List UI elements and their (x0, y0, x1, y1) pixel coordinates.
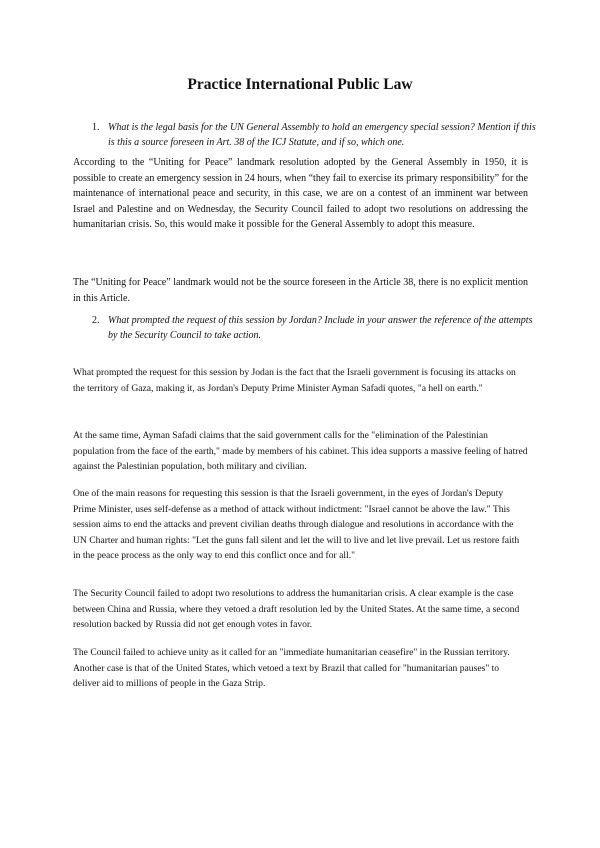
answer-paragraph-2: The “Uniting for Peace” landmark would not be the source foreseen in the Article 38, there is no explicit mention in this Article. (73, 277, 528, 304)
answer-paragraph-5: One of the main reasons for requesting this session is that the Israeli government, in the eyes of Jordan's Deputy Prime Minister, uses self-defense as a method of attack without indictment: "Israel cannot be above the law." This session aims to end the attacks and prevent civilian deaths through dialogue and resolutions in accordance with the UN Charter and human rights: "Let the guns fall silent and let the will to live and let live prevail. Let us restore faith in the peace process as the only way to end this conflict once and for all." (73, 488, 520, 561)
answer-paragraph-3: What prompted the request for this session by Jodan is the fact that the Israeli government is focusing its attacks on the territory of Gaza, making it, as Jordan's Deputy Prime Minister Ayman Safadi quotes, "a hell on earth." (73, 367, 516, 394)
answer-paragraph-4: At the same time, Ayman Safadi claims that the said government calls for the "elimination of the Palestinian population from the face of the earth," made by members of his cabinet. This idea supports a massive feeling of hatred against the Palestinian population, both military and civilian. (73, 430, 528, 472)
question-number: 2. (92, 315, 100, 326)
answer-paragraph-7: The Council failed to achieve unity as it called for an "immediate humanitarian ceasefire" in the Russian territory. Another case is that of the United States, which vetoed a text by Brazil that called for "humanitarian pauses" to deliver aid to millions of people in the Gaza Strip. (73, 647, 510, 689)
page-title: Practice International Public Law (187, 76, 413, 93)
question-1 (92, 121, 544, 150)
question-text: What prompted the request of this session by Jordan? Include in your answer the reference of the attempts by the Security Council to take action. (108, 315, 533, 341)
answer-paragraph-6: The Security Council failed to adopt two resolutions to address the humanitarian crisis. A clear example is the case between China and Russia, where they vetoed a draft resolution led by the United States. At the same time, a second resolution backed by Russia did not get enough votes in favor. (73, 588, 520, 630)
question-2 (92, 314, 544, 343)
question-number: 1. (92, 122, 100, 133)
question-text: What is the legal basis for the UN General Assembly to hold an emergency special session? Mention if this is this a source foreseen in Art. 38 of the ICJ Statute, and if so, which one. (108, 122, 536, 148)
answer-paragraph-1: According to the “Uniting for Peace” landmark resolution adopted by the General Assembly in 1950, it is possible to create an emergency session in 24 hours, when “they fail to exercise its primary responsibility” for the maintenance of international peace and security, in this case, we are on a contest of an imminent war between Israel and Palestine and on Wednesday, the Security Council failed to adopt two resolutions on addressing the humanitarian crisis. So, this would make it possible for the General Assembly to adopt this measure. (73, 157, 528, 230)
